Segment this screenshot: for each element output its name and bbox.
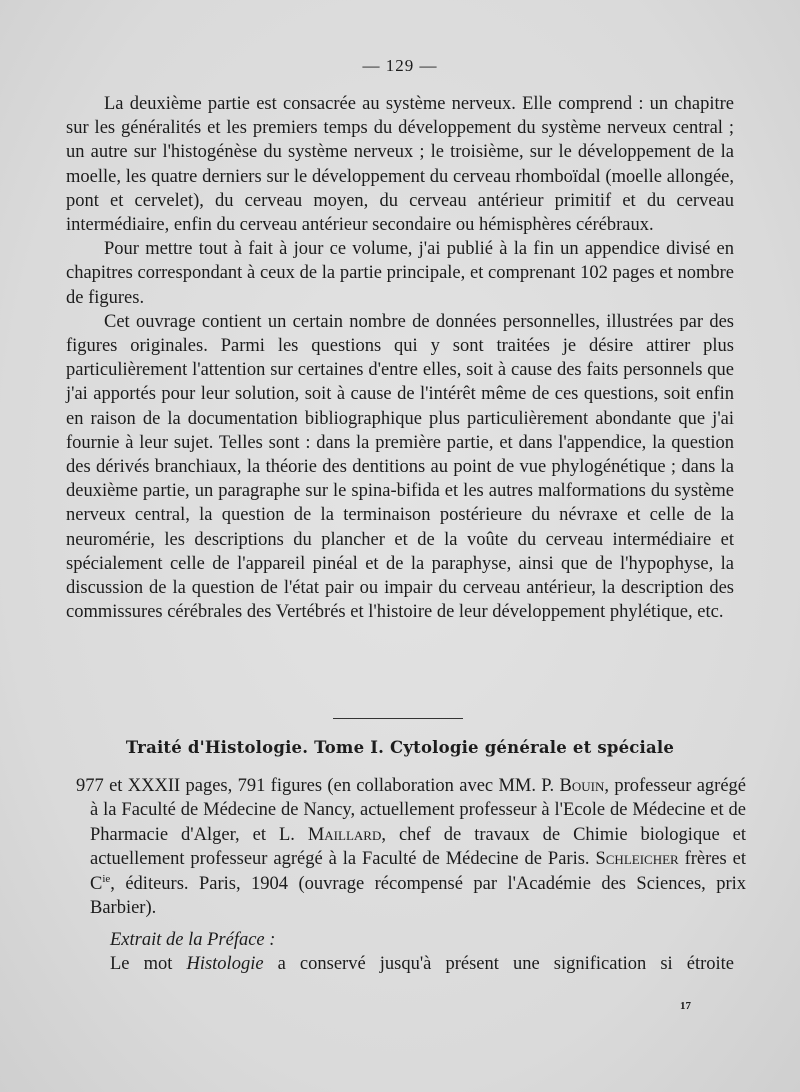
page-number: — 129 —	[362, 56, 438, 75]
biblio-text: , éditeurs. Paris, 1904 (ouvrage récompensé par l'Académie des Sciences, prix Barbier).	[90, 873, 746, 919]
paragraph-nervous-system: La deuxième partie est consacrée au système nerveux. Elle comprend : un chapitre sur les généralités et les premiers temps du développement du système nerveux central ; un autre sur l'histogénèse du système nerveux ; le troisième, sur le développement de la moelle, les quatre derniers sur le développement du cerveau rhomboïdal (moelle allongée, pont et cervelet), du cerveau moyen, du cerveau antérieur primitif et du cerveau intermédiaire, enfin du cerveau antérieur secondaire ou hémisphères cérébraux.	[66, 94, 734, 236]
italic-term: Histologie	[186, 954, 264, 974]
biblio-text: frères et C	[90, 849, 746, 894]
publisher-name: Schleicher	[595, 849, 679, 870]
biblio-text: , chef de travaux de Chimie biologique et actuellement professeur agrégé à la Faculté de Médecine de Paris.	[90, 824, 746, 870]
superscript: ie	[102, 872, 111, 885]
section-title: Traité d'Histologie. Tome I. Cytologie générale et spéciale	[125, 738, 675, 757]
extract-text: Le mot Histologie a conservé jusqu'à présent une signification si étroite	[110, 954, 735, 974]
author-name: Maillard	[307, 824, 382, 845]
author-name: Bouin	[559, 776, 605, 796]
body-text	[66, 92, 734, 624]
biblio-text: 977 et XXXII pages, 791 figures (en collaboration avec MM. P.	[76, 776, 560, 796]
signature-mark: 17	[680, 1000, 691, 1012]
paragraph-appendix: Pour mettre tout à fait à jour ce volume, j'ai publié à la fin un appendice divisé en chapitres correspondant à ceux de la partie principale, et comprenant 102 pages et nombre de figures.	[66, 239, 734, 308]
paragraph-original-contributions: Cet ouvrage contient un certain nombre de données personnelles, illustrées par des figures originales. Parmi les questions qui y sont traitées je désire attirer plus particulièrement l'attention sur certaines d'entre elles, soit à cause des faits personnels que j'ai apportés pour leur solution, soit à cause de l'intérêt même de ces questions, soit enfin en raison de la documentation bibliographique plus particulièrement abondante que j'ai fournie à leur sujet. Telles sont : dans la première partie, et dans l'appendice, la question des dérivés branchiaux, la théorie des dentitions au point de vue phylogénétique ; dans la deuxième partie, un paragraphe sur le spina-bifida et les autres malformations du système nerveux central, la question de la terminaison postérieure du névraxe et celle de la neuromérie, les descriptions du plancher et de la voûte du cerveau intermédiaire et spécialement celle de l'appareil pinéal et de la paraphyse, ainsi que de l'hypophyse, la discussion de la question de l'état pair ou impair du cerveau antérieur, la description des commissures cérébrales des Vertébrés et l'histoire de leur développement phylétique, etc.	[66, 311, 734, 623]
section-divider	[333, 718, 463, 719]
extract-heading: Extrait de la Préface :	[110, 930, 276, 950]
biblio-text: , professeur agrégé à la Faculté de Médecine de Nancy, actuellement professeur à l'Ecole de Médecine et de Pharmacie d'Alger, et L.	[90, 776, 746, 845]
bibliographic-entry	[76, 774, 746, 920]
